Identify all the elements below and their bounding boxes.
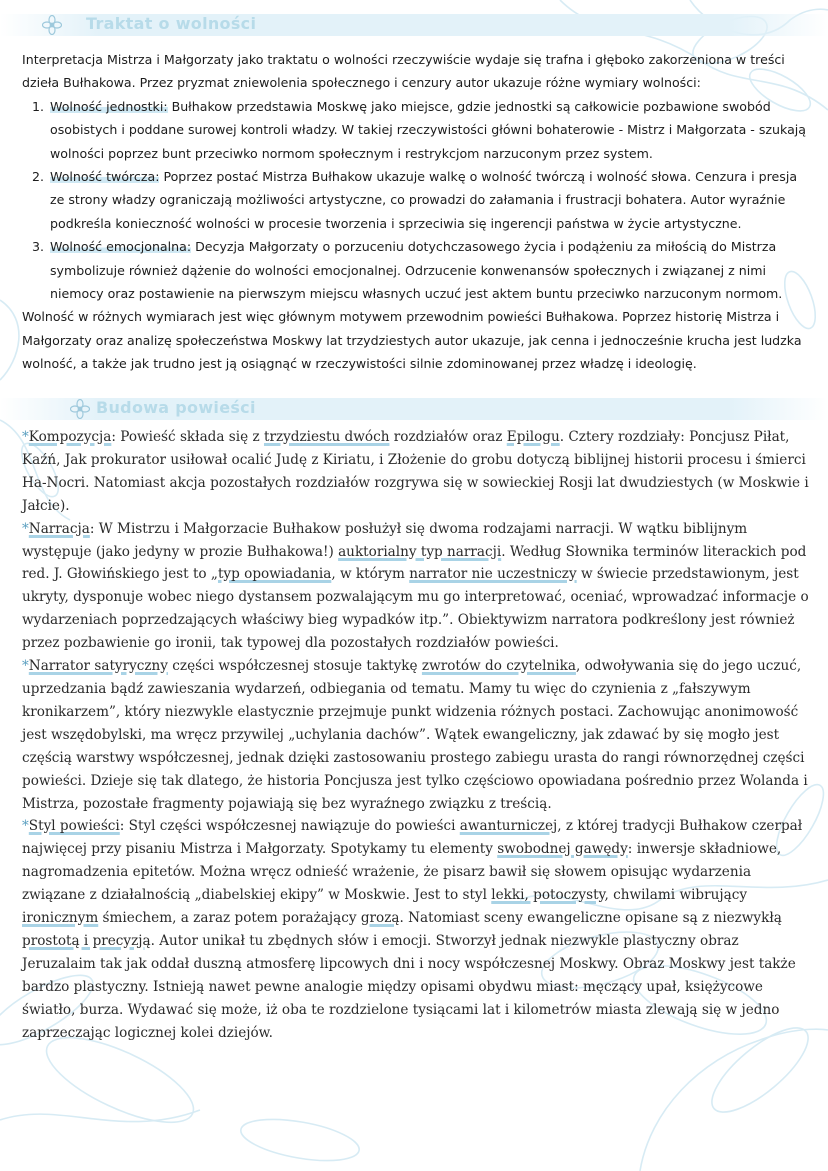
bullet-mark: * bbox=[22, 658, 29, 675]
highlight: Epilogu bbox=[506, 429, 560, 445]
highlight: lekki, potoczysty bbox=[491, 887, 605, 904]
list-text: Bułhakow przedstawia Moskwę jako miejsce, gdzie jednostki są całkowicie pozbawione swobód osobistych i poddane surowej kontroli władzy. W takiej rzeczywistości główni bohaterowie - Mistrz i Małgorzata - szukają wolności poprzez bunt przeciwko normom społecznym i restrykcjom narzuconym przez system. bbox=[50, 98, 807, 161]
text: : Styl części współczesnej nawiązuje do powieści bbox=[119, 818, 460, 835]
text: , z której tradycji Bułhakow czerpał najwięcej przy pisaniu Mistrza i Małgorzaty. Spotykamy tu elementy bbox=[22, 818, 803, 858]
list-text: Decyzja Małgorzaty o porzuceniu dotychczasowego życia i podążeniu za miłością do Mistrza symbolizuje również dążenie do wolności emocjonalnej. Odrzucenie konwenansów społecznych i związanej z nimi niemocy oraz postawienie na pierwszym miejscu własnych uczuć jest aktem buntu przeciwko narzuconym normom. bbox=[50, 239, 783, 302]
section-title: Traktat o wolności bbox=[86, 14, 257, 33]
text: , chwilami wibrujący bbox=[604, 887, 747, 904]
flower-icon bbox=[42, 15, 62, 35]
section-header-freedom bbox=[0, 14, 828, 36]
flower-icon bbox=[70, 399, 90, 419]
list-item bbox=[32, 235, 812, 305]
highlight: swobodnej gawędy bbox=[497, 841, 628, 858]
section-header-structure bbox=[0, 398, 828, 420]
section-title: Budowa powieści bbox=[96, 398, 256, 417]
styl-paragraph bbox=[22, 815, 812, 1044]
bullet-mark: * bbox=[22, 818, 29, 835]
text: : inwersje składniowe, nagromadzenia epitetów. Można wręcz odnieść wrażenie, że pisarz bawił się słowem opisując wydarzenia związane z działalnością „diabelskiej ekipy” w Moskwie. Jest to styl bbox=[22, 841, 782, 904]
term: Styl powieści bbox=[28, 818, 120, 835]
text: . Według Słownika terminów literackich pod red. J. Głowińskiego jest to „ bbox=[22, 543, 807, 583]
intro-paragraph: Interpretacja Mistrza i Małgorzaty jako traktatu o wolności rzeczywiście wydaje się trafna i głęboko zakorzeniona w treści dzieła Bułhakowa. Przez pryzmat zniewolenia społecznego i cenzury autor ukazuje różne wymiary wolności: bbox=[22, 52, 785, 91]
list-item bbox=[32, 165, 812, 235]
highlight: auktorialny typ narracji bbox=[338, 543, 502, 560]
kompozycja-paragraph bbox=[22, 426, 812, 518]
highlight: grozą bbox=[360, 910, 400, 927]
text: w świecie przedstawionym, jest ukryty, dysponuje wobec niego dystansem pozwalającym mu go interpretować, oceniać, wprowadzać informacje o wydarzeniach poprzedzających właściwy bieg wypadków itp.”. Obiektywizm narratora podkreślony jest również przez pozbawienie go ironii, tak typowej dla pozostałych rozdziałów powieści. bbox=[22, 566, 809, 652]
list-number: 3. bbox=[32, 239, 45, 255]
outro-paragraph: Wolność w różnych wymiarach jest więc głównym motywem przewodnim powieści Bułhakowa. Poprzez historię Mistrza i Małgorzaty oraz analizę społeczeństwa Moskwy lat trzydziestych autor ukazuje, jak cenna i jednocześnie krucha jest ludzka wolność, a także jak trudno jest ją osiągnąć w rzeczywistości silnie zdominowanej przez władzę i ideologię. bbox=[22, 309, 802, 372]
text: : Powieść składa się z bbox=[111, 429, 264, 445]
highlight: ironicznym bbox=[22, 910, 99, 927]
text: . Cztery rozdziały: Poncjusz Piłat, Kaźń, Jak prokurator usiłował ocalić Judę z Kiriatu, i Złożenie do grobu dotyczą biblijnej historii procesu i śmierci Ha-Nocri. Natomiast akcja pozostałych rozdziałów rozgrywa się w sowieckiej Rosji lat dwudziestych (w Moskwie i Jałcie). bbox=[22, 429, 809, 514]
highlight: narrator nie uczestniczy bbox=[409, 566, 577, 583]
highlight: prostotą i precyzją bbox=[22, 932, 151, 949]
text: , odwoływania się do jego uczuć, uprzedzania bądź zawieszania wydarzeń, odbiegania od tematu. Mamy tu więc do czynienia z „fałszywym kronikarzem”, który niezwykle elastycznie przejmuje punkt widzenia różnych postaci. Zachowując anonimowość jest wszędobylski, ma wręcz przywilej „uchylania dachów”. Wątek ewangeliczny, jak zdawać by się mogło jest częścią warstwy współczesnej, jednak dzięki zastosowaniu prostego zabiegu urasta do rangi równorzędnej części powieści. Dzieje się tak dlatego, że historia Poncjusza jest tylko częściowo opowiadana pośrednio przez Wolanda i Mistrza, pozostałe fragmenty pojawiają się bez wyraźnego związku z treścią. bbox=[22, 658, 808, 812]
freedom-treatise-text bbox=[22, 48, 812, 376]
text: , w którym bbox=[331, 566, 410, 583]
highlight: awanturniczej bbox=[459, 818, 558, 835]
list-item bbox=[32, 95, 812, 165]
text: śmiechem, a zaraz potem porażający bbox=[98, 910, 361, 927]
bullet-mark: * bbox=[22, 429, 29, 445]
text: części współczesnej stosuje taktykę bbox=[167, 658, 422, 675]
narrator-paragraph bbox=[22, 655, 812, 815]
list-number: 2. bbox=[32, 169, 45, 185]
highlight: trzydziestu dwóch bbox=[263, 429, 390, 445]
text: . Natomiast sceny ewangeliczne opisane są z niezwykłą bbox=[399, 910, 782, 927]
term: Kompozycja bbox=[28, 429, 112, 445]
term: Narrator satyryczny bbox=[28, 658, 168, 675]
list-term: Wolność twórcza: bbox=[50, 169, 160, 185]
list-text: Poprzez postać Mistrza Bułhakow ukazuje walkę o wolność twórczą i wolność słowa. Cenzura i presja ze strony władzy ograniczają możliwości artystyczne, co prowadzi do załamania i frustracji bohatera. Autor wyraźnie podkreśla konieczność wolności w procesie tworzenia i sprzeciwia się ingerencji państwa w życie artystyczne. bbox=[50, 169, 798, 231]
list-term: Wolność jednostki: bbox=[50, 98, 168, 114]
freedom-list bbox=[22, 95, 812, 306]
highlight: typ opowiadania bbox=[217, 566, 332, 583]
bullet-mark: * bbox=[22, 520, 29, 537]
text: : W Mistrzu i Małgorzacie Bułhakow posłużył się dwoma rodzajami narracji. W wątku biblijnym występuje (jako jedyny w prozie Bułhakowa!) bbox=[22, 520, 748, 560]
list-term: Wolność emocjonalna: bbox=[50, 239, 192, 255]
highlight: zwrotów do czytelnika bbox=[421, 658, 576, 675]
text: . Autor unikał tu zbędnych słów i emocji. Stworzył jednak niezwykle plastyczny obraz Jeruzalaim tak jak oddał duszną atmosferę lipcowych dni i nocy współczesnej Moskwy. Obraz Moskwy jest także bardzo plastyczny. Istnieją nawet pewne analogie między opisami obydwu miast: męczący upał, księżycowe światło, burza. Wydawać się może, iż oba te rozdzielone tysiącami lat i kilometrów miasta zlewają się w jedno zaprzeczając logicznej kolei dziejów. bbox=[22, 932, 796, 1041]
narracja-paragraph bbox=[22, 518, 812, 655]
novel-structure-text bbox=[22, 426, 812, 1044]
term: Narracja bbox=[28, 520, 90, 537]
text: rozdziałów oraz bbox=[389, 429, 507, 445]
list-number: 1. bbox=[32, 98, 45, 114]
